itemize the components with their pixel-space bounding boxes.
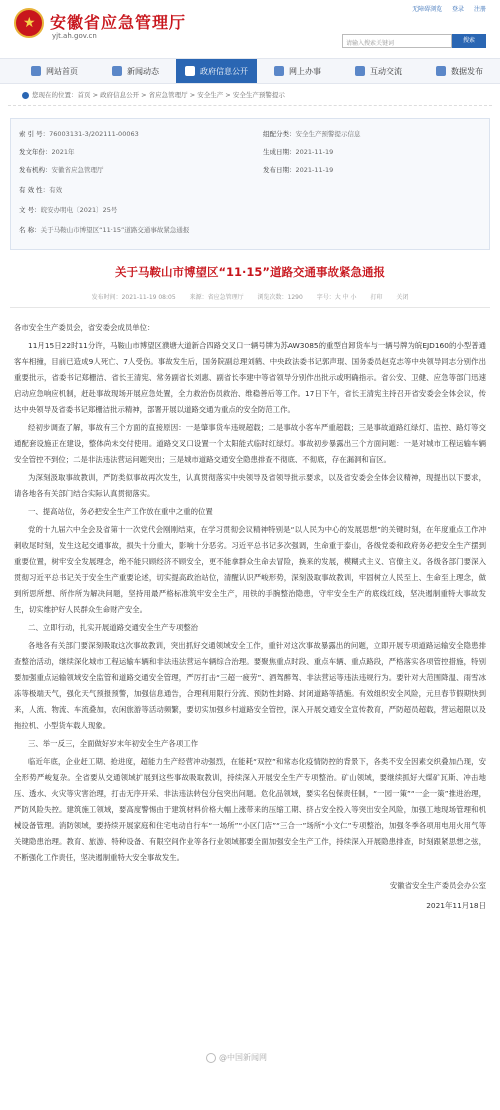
article-body [0,320,500,914]
search-button[interactable]: 搜索 [452,34,486,48]
service-icon [274,66,284,76]
location-icon [22,92,29,99]
site-header [0,0,500,58]
meta-title: 名 称：关于马鞍山市博望区“11·15”道路交通事故紧急通报 [19,226,190,234]
signature: 安徽省安全生产委员会办公室 [389,881,486,890]
watermark [206,1052,267,1063]
paragraph: 11月15日22时11分许，马鞍山市博望区濮塘大道新合四路交叉口一辆号牌为苏AW3085的重型自卸货车与一辆号牌为皖EJD160的小型普通客车相撞，目前已造成9人死亡、7人受伤。事故发生后，国务院副总理刘鹤、中央政法委书记郭声琨、国务委员赵克志等中央领导同志分别作出重要批示，省委书记郑栅洁、省长王清宪、常务副省长刘惠、副省长李建中等省领导分别作出批示或明确指示。省公安、卫健、应急等部门迅速启动应急响应机制，赶赴事故现场开展应急处置，全力救治伤员救治、维稳善后等工作。17日下午，省长王清宪主持召开省安委会全体会议，传达中央领导及省委书记郑栅洁批示精神，部署开展以道路交通为重点的安全防范工作。 [14,341,486,414]
print-link[interactable]: 打印 [370,294,383,301]
meta-year: 发文年份：2021年 [19,148,75,156]
nav-item-label: 网上办事 [289,66,321,76]
nav-item-data[interactable] [419,59,500,83]
article-title: 关于马鞍山市博望区“11·15”道路交通事故紧急通报 [115,265,385,279]
publish-time: 发布时间：2021-11-19 08:05 [91,294,176,301]
nav-item-label: 新闻动态 [127,66,159,76]
chart-icon [436,66,446,76]
nav-item-label: 互动交流 [370,66,402,76]
nav-item-label: 数据发布 [451,66,483,76]
meta-agency: 发布机构：安徽省应急管理厅 [19,166,104,174]
meta-created: 生成日期：2021-11-19 [263,148,334,156]
meta-category: 组配分类：安全生产预警提示信息 [263,130,361,138]
nav-item-interaction[interactable] [338,59,419,83]
font-size-toggle[interactable]: 字号：大 中 小 [316,294,357,301]
login-link[interactable]: 登录 [452,6,465,13]
nav-item-services[interactable] [257,59,338,83]
meta-index: 索 引 号：76003131-3/202111-00063 [19,130,139,138]
home-icon [31,66,41,76]
section-heading: 二、立即行动，扎实开展道路交通安全生产专项整治 [28,623,198,632]
paragraph: 为深刻汲取事故教训，严防类似事故再次发生，认真贯彻落实中央领导及省领导批示要求，以及省安委会全体会议精神，现提出以下要求，请各地各有关部门结合实际认真贯彻落实。 [14,473,486,498]
nav-item-label: 政府信息公开 [200,66,248,76]
top-links [404,4,486,13]
section-body: 临近年底，企业赶工期、抢进度，超能力生产经营冲动强烈，在能耗“双控”和常态化疫情防控的背景下，各类不安全因素交织叠加凸现，安全形势严峻复杂。全省要从交通领域扩展到这些事故吸取教训，持续深入开展安全生产专项整治。矿山领域，要继续抓好大煤矿瓦斯、冲击地压、透水、火灾等灾害治理，打击无序开采、非法违法转包分包突出问题。危化品领域，要实名包保责任制，“一园一策”“一企一策”推进治理，严防风险失控。建筑施工领域，要高度警惕由于建筑材料价格大幅上涨带来的压缩工期、挤占安全投入等突出安全风险，加强工地现场管理和机械设备管理。消防领域，要持续开展家庭和住宅电动自行车“一场所”“小区门店”“三合一”场所“小文仁”专项整治，加强冬季各项用电用火用气等关键隐患治理。教育、旅游、特种设备、有限空间作业等各行业领域都要全面加强安全生产工作，持续深入开展隐患排查，时刻跟紧思想之弦，不断强化工作责任，坚决遏制重特大安全事故发生。 [14,757,486,862]
section-heading: 三、举一反三，全面做好岁末年初安全生产各项工作 [28,739,198,748]
document-icon [185,66,195,76]
main-nav [0,58,500,84]
nav-item-disclosure[interactable] [176,59,257,83]
view-count: 浏览次数：1290 [257,294,303,301]
document-metadata [10,118,490,250]
article-info [10,292,490,308]
register-link[interactable]: 注册 [473,6,486,13]
section-heading: 一、提高站位，务必把安全生产工作放在重中之重的位置 [28,507,213,516]
nav-item-label: 网站首页 [46,66,78,76]
site-title[interactable]: 安徽省应急管理厅 [50,13,187,32]
weibo-icon [206,1053,216,1063]
watermark-text: @中国新闻网 [219,1053,267,1062]
close-link[interactable]: 关闭 [396,294,409,301]
meta-validity: 有 效 性：有效 [19,186,63,194]
nav-item-home[interactable] [14,59,95,83]
nav-item-news[interactable] [95,59,176,83]
search-input[interactable]: 请输入搜索关键词 [342,34,452,48]
emblem-icon[interactable] [14,8,44,38]
section-body: 各地各有关部门要深刻吸取这次事故教训，突出抓好交通领域安全工作，重针对这次事故暴露出的问题，立即开展专项道路运输安全隐患排查整治活动，继续深化城市工程运输车辆和非法违法营运车辆综合治理。要聚焦重点时段、重点车辆、重点路段，严格落实各项管控措施，特别要加强重点运输领域安全监管和道路交通安全管理，严厉打击“三超一疲劳”、酒驾醉驾、非法营运等违法违规行为。要针对大范围降温、雨雪冰冻等极端天气，强化天气预报预警，加强信息通告，合理利用限行分流、预防性封路、封闭道路等措施。有效组织安全风险，元旦春节假期快到来，人流、物流、车流叠加，农闲旅游等活动频繁，要切实加强乡村道路安全管控，深入开展交通安全宣传教育，严防超员超载，营运超限以及拖拉机、小型货车载人现象。 [14,641,486,730]
greeting: 各市安全生产委员会，省安委会成员单位： [14,323,155,332]
news-icon [112,66,122,76]
accessibility-link[interactable]: 无障碍浏览 [412,6,443,13]
paragraph: 经初步调查了解，事故有三个方面的直接原因：一是肇事货车违规超载；二是事故小客车严重超载；三是事故道路红绿灯、监控、路灯等交通配套设施正在建设，整体尚未交付使用。道路交叉口设置一个太阳能式临时红绿灯。事故初步暴露出三个方面问题：一是对城市工程运输车辆安全管控不到位；二是非法违法营运问题突出；三是城市道路交通安全隐患排查不彻底、不彻底，存在漏洞和盲区。 [14,423,486,464]
site-domain: yjt.ah.gov.cn [52,32,97,40]
source: 来源：省应急管理厅 [189,294,244,301]
chat-icon [355,66,365,76]
section-body: 党的十九届六中全会及省第十一次党代会刚刚结束，在学习贯彻会议精神特别是“以人民为中心的发展思想”的关键时刻，在年度重点工作冲刺收尾时刻，发生这起交通事故，损失十分重大，影响十分恶劣。习近平总书记多次强调，生命重于泰山，各级党委和政府务必把安全生产摆到重要位置，树牢安全发展理念，绝不能只顾经济不顾安全，更不能拿群众生命去冒险，换来的发展，模糊式主义、官僚主义。各级各部门要深入贯彻习近平总书记关于安全生产重要论述，切实提高政治站位，清醒认识严峻形势，深刻汲取事故教训，牢固树立人民至上、生命至上理念，做到所思所想、所作所为解决问题，坚持用最严格标准筑牢安全生产，用铁的手腕整治隐患，守牢安全生产的底线红线，坚决遏制重特大事故发生，切实维护好人民群众生命财产安全。 [14,525,486,614]
breadcrumb [8,84,492,106]
document-date: 2021年11月18日 [426,901,486,910]
meta-ref: 文 号：皖安办明电〔2021〕25号 [19,206,118,214]
meta-published: 发布日期：2021-11-19 [263,166,334,174]
breadcrumb-text[interactable]: 您现在的位置：首页 > 政府信息公开 > 省应急管理厅 > 安全生产 > 安全生产预警提示 [32,91,285,99]
